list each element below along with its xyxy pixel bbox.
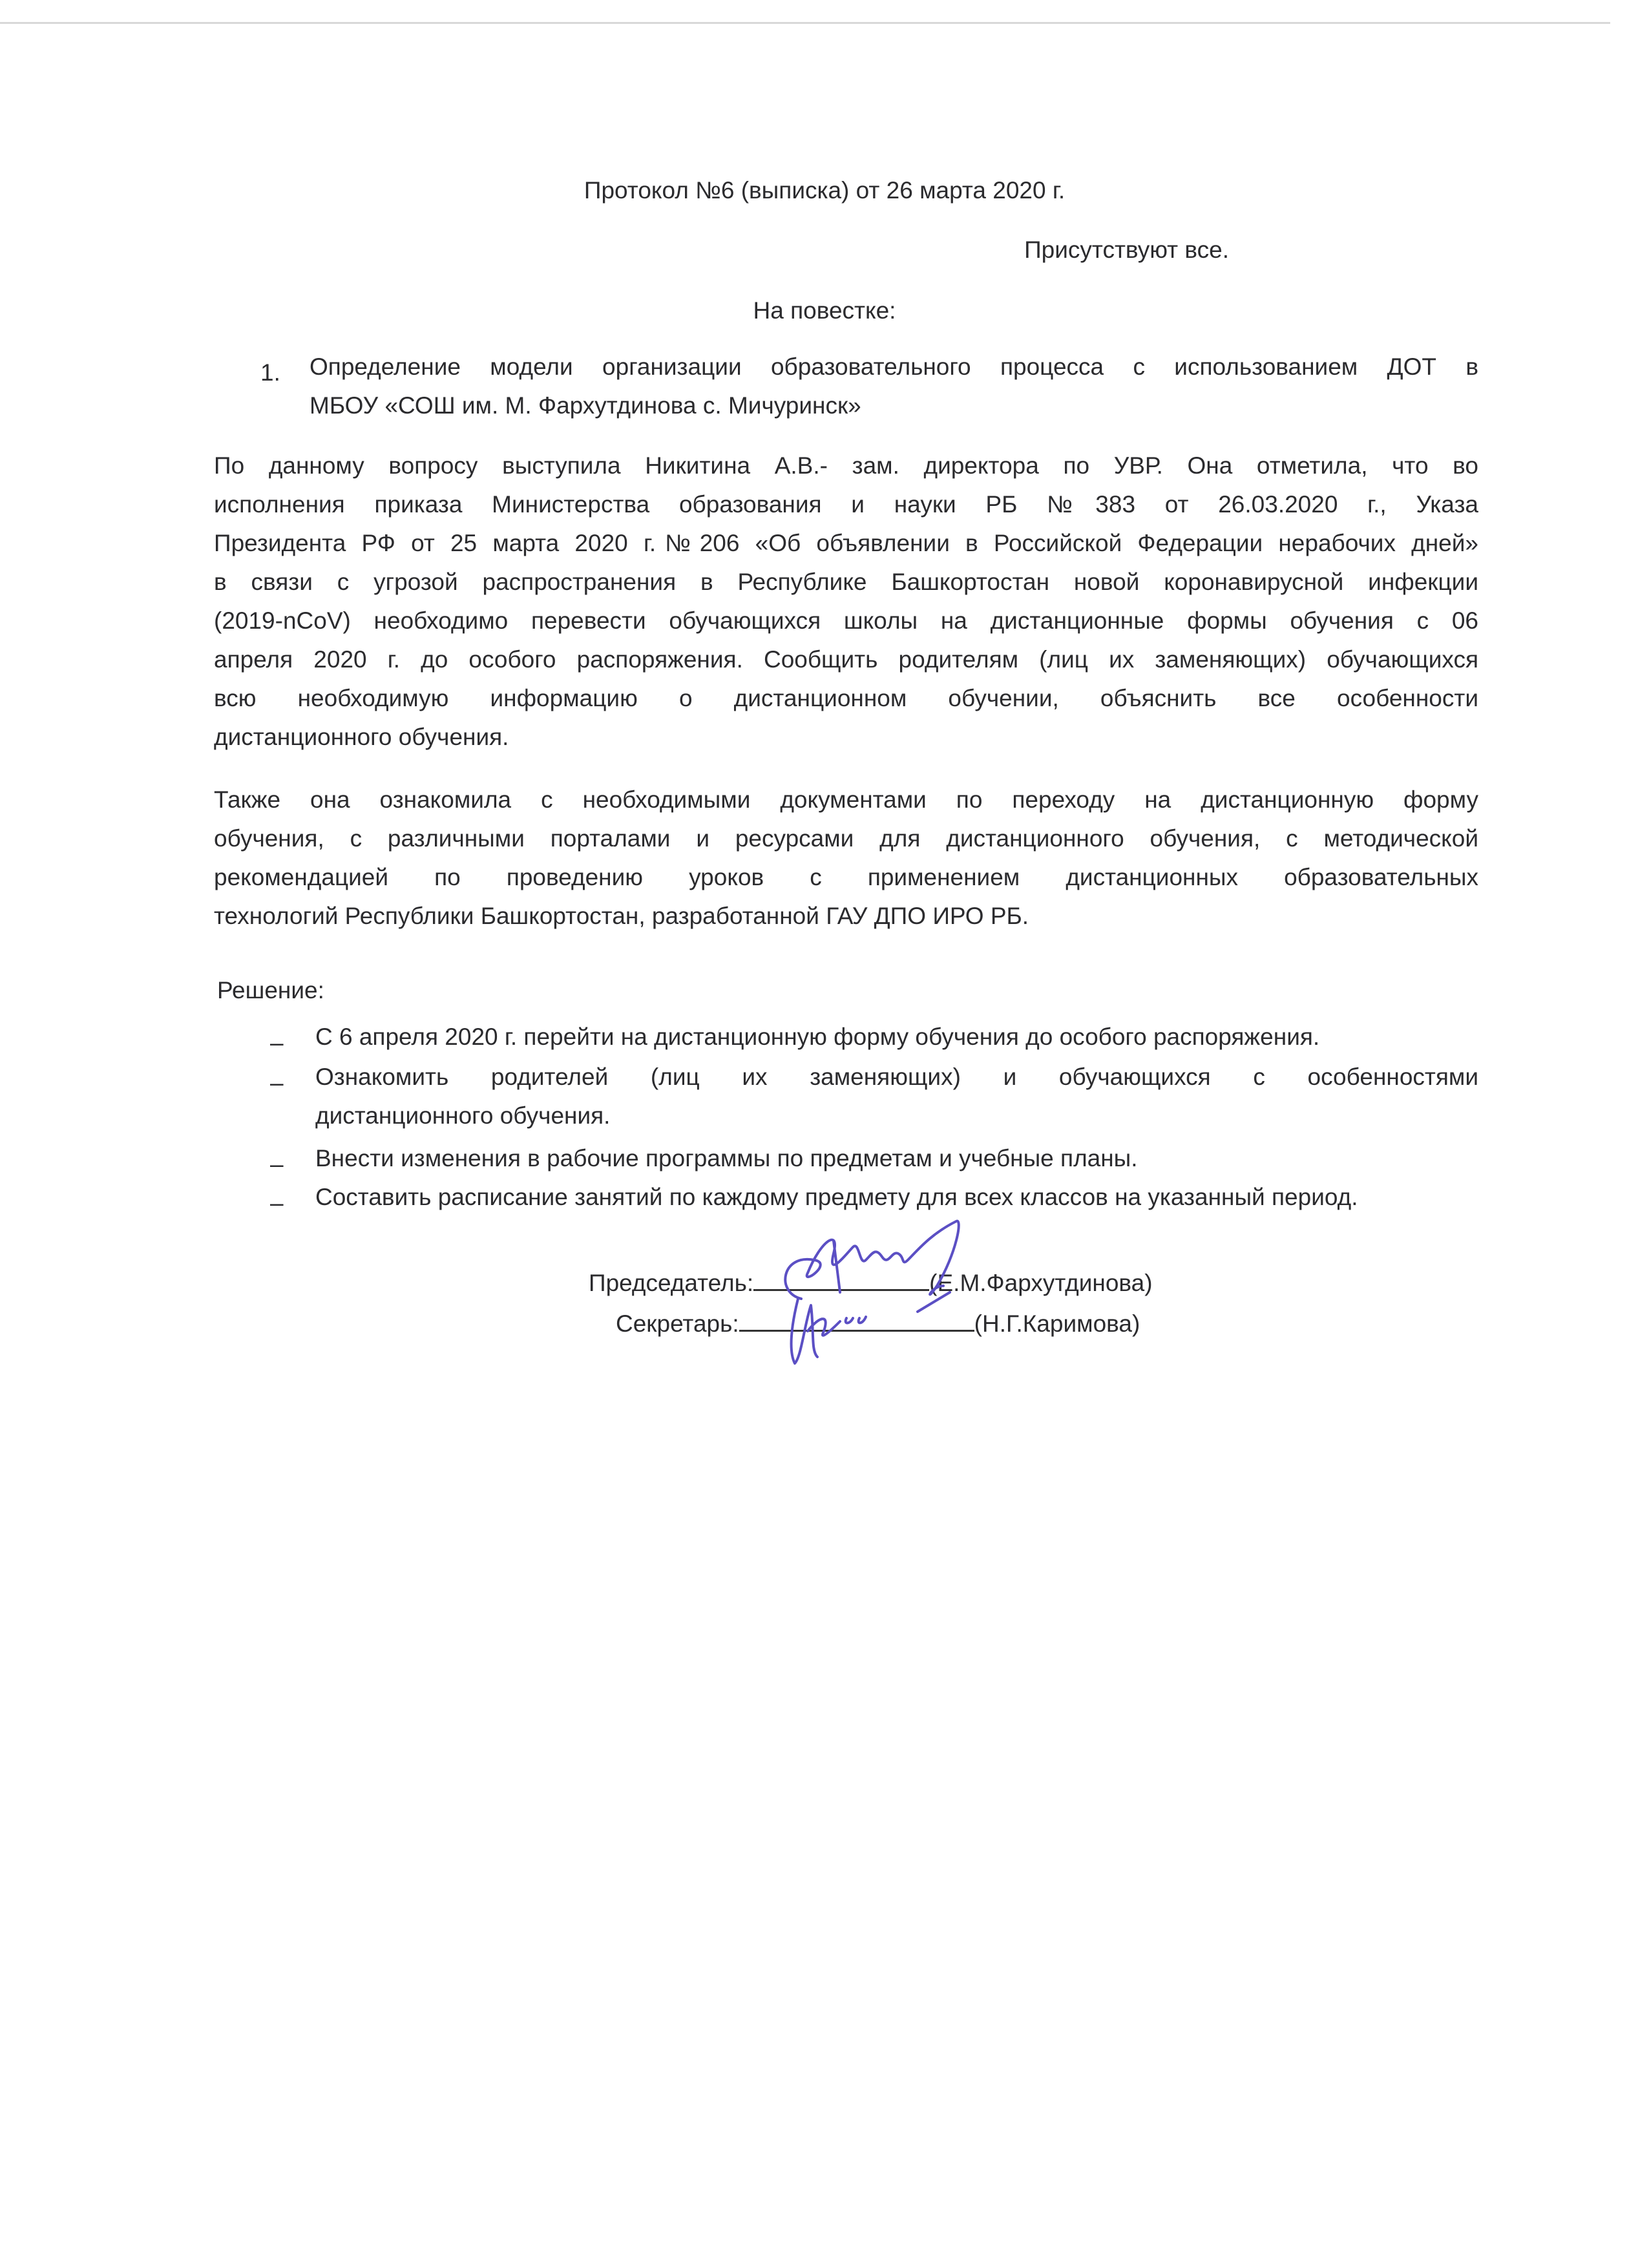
decision-line: Внести изменения в рабочие программы по предметам и учебные планы.: [315, 1145, 1138, 1171]
paragraph-speech: [214, 452, 1478, 762]
paragraph-line: рекомендацией по проведению уроков с применением дистанционных образовательных: [214, 864, 1478, 890]
decision-item: [315, 1024, 1478, 1062]
bullet-dash: –: [270, 1151, 284, 1177]
paragraph-line: апреля 2020 г. до особого распоряжения. Сообщить родителям (лиц их заменяющих) обучающихся: [214, 646, 1478, 673]
bullet-dash: –: [270, 1190, 284, 1216]
paragraph-line: обучения, с различными порталами и ресурсами для дистанционного обучения, с методической: [214, 825, 1478, 852]
agenda-line: МБОУ «СОШ им. М. Фархутдинова с. Мичуринск»: [310, 392, 861, 419]
decision-line: Ознакомить родителей (лиц их заменяющих) и обучающихся с особенностями: [315, 1064, 1478, 1090]
paragraph-line: всю необходимую информацию о дистанционном обучении, объяснить все особенности: [214, 685, 1478, 711]
scan-edge-line: [0, 22, 1610, 24]
paragraph-line: технологий Республики Башкортостан, разработанной ГАУ ДПО ИРО РБ.: [214, 903, 1029, 929]
paragraph-line: в связи с угрозой распространения в Республике Башкортостан новой коронавирусной инфекции: [214, 569, 1478, 595]
paragraph-line: дистанционного обучения.: [214, 724, 509, 750]
secretary-label: Секретарь:: [616, 1310, 739, 1337]
secretary-name: (Н.Г.Каримова): [974, 1310, 1140, 1337]
paragraph-line: По данному вопросу выступила Никитина А.В.- зам. директора по УВР. Она отметила, что во: [214, 452, 1478, 479]
document-title: Протокол №6 (выписка) от 26 марта 2020 г.: [583, 177, 1066, 204]
paragraph-line: Также она ознакомила с необходимыми документами по переходу на дистанционную форму: [214, 786, 1478, 813]
decision-item: [315, 1064, 1478, 1141]
decision-line: С 6 апреля 2020 г. перейти на дистанционную форму обучения до особого распоряжения.: [315, 1024, 1320, 1050]
bullet-dash: –: [270, 1029, 284, 1056]
agenda-item-number: 1.: [260, 359, 280, 386]
secretary-handwritten-signature: [779, 1286, 908, 1370]
chairman-name: (Е.М.Фархутдинова): [929, 1270, 1153, 1296]
decision-label: Решение:: [217, 977, 324, 1003]
attendance-note: Присутствуют все.: [1024, 236, 1229, 263]
agenda-line: Определение модели организации образовательного процесса с использованием ДОТ в: [310, 353, 1478, 380]
decision-item: [315, 1145, 1478, 1184]
paragraph-line: (2019-nCoV) необходимо перевести обучающихся школы на дистанционные формы обучения с 06: [214, 607, 1478, 634]
agenda-item-1: [310, 353, 1478, 431]
decision-line: Составить расписание занятий по каждому предмету для всех классов на указанный период.: [315, 1184, 1358, 1210]
bullet-dash: –: [270, 1069, 284, 1096]
chairman-label: Председатель:: [589, 1270, 754, 1296]
paragraph-documents: [214, 786, 1478, 941]
paragraph-line: исполнения приказа Министерства образования и науки РБ №383 от 26.03.2020 г., Указа: [214, 491, 1478, 518]
paragraph-line: Президента РФ от 25 марта 2020 г.№206 «Об объявлении в Российской Федерации нерабочих дней»: [214, 530, 1478, 556]
agenda-label: На повестке:: [753, 297, 896, 324]
decision-line: дистанционного обучения.: [315, 1102, 611, 1129]
